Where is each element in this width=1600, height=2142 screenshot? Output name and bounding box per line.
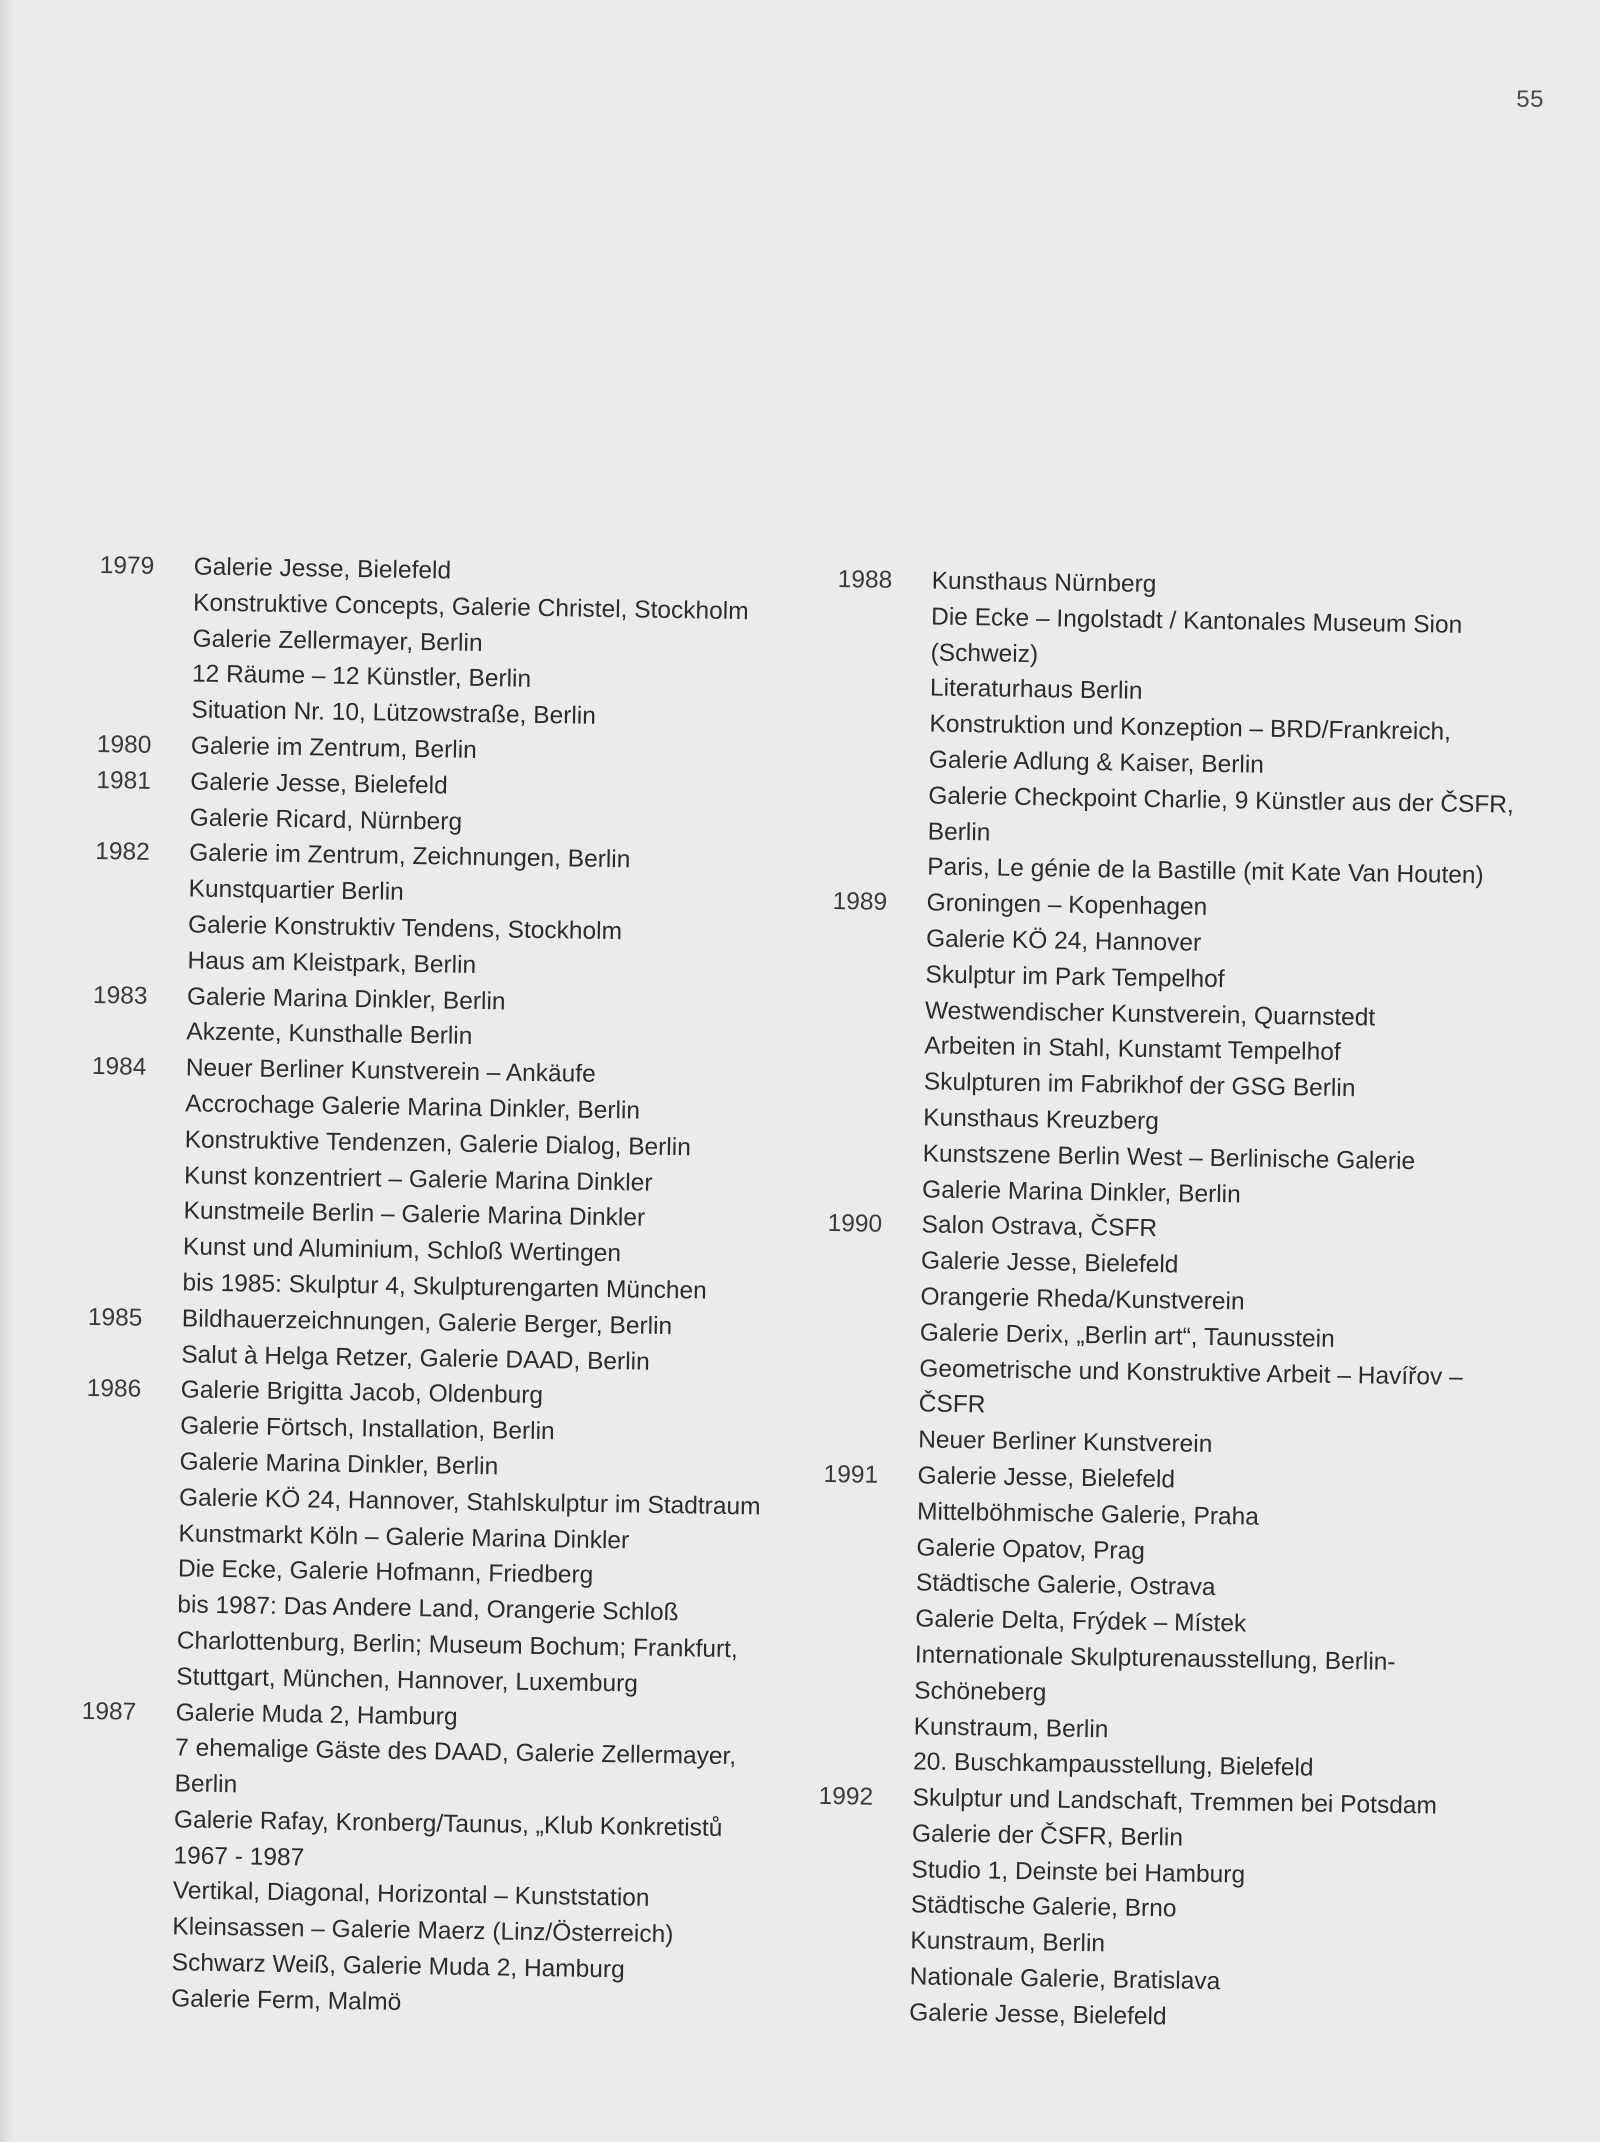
entries-list bbox=[191, 549, 800, 737]
year-label: 1991 bbox=[823, 1460, 879, 1489]
year-block bbox=[77, 1693, 782, 2026]
exhibition-entry: Kunstraum, Berlin bbox=[910, 1927, 1106, 1958]
entries-list bbox=[181, 1301, 788, 1382]
year-block bbox=[828, 884, 1533, 1217]
exhibition-entry: Charlottenburg, Berlin; Museum Bochum; Frankfurt, bbox=[176, 1627, 739, 1664]
exhibition-entry: Galerie Derix, „Berlin art“, Taunusstein bbox=[919, 1319, 1335, 1353]
entries-list bbox=[922, 886, 1533, 1218]
exhibition-entry: Schwarz Weiß, Galerie Muda 2, Hamburg bbox=[171, 1949, 625, 1984]
year-label: 1980 bbox=[96, 730, 152, 759]
exhibition-entry: Kleinsassen – Galerie Maerz (Linz/Österreich) bbox=[172, 1913, 674, 1949]
exhibition-entry: Galerie Jesse, Bielefeld bbox=[193, 553, 452, 585]
year-block bbox=[82, 1371, 787, 1704]
year-label: 1986 bbox=[86, 1375, 142, 1404]
exhibition-entry: 1967 - 1987 bbox=[173, 1842, 305, 1872]
exhibition-entry: Galerie Jesse, Bielefeld bbox=[190, 768, 448, 800]
exhibition-entry: Galerie Konstruktiv Tendens, Stockholm bbox=[187, 911, 623, 946]
exhibition-entry: Galerie Muda 2, Hamburg bbox=[175, 1698, 458, 1731]
exhibition-entry: Groningen – Kopenhagen bbox=[926, 889, 1208, 922]
year-label: 1981 bbox=[96, 766, 152, 795]
exhibition-entry: Galerie Delta, Frýdek – Místek bbox=[915, 1605, 1247, 1638]
exhibition-entry: Accrochage Galerie Marina Dinkler, Berlin bbox=[185, 1090, 641, 1125]
exhibition-entry: Galerie der ČSFR, Berlin bbox=[911, 1820, 1184, 1852]
exhibition-entry: Arbeiten in Stahl, Kunstamt Tempelhof bbox=[924, 1032, 1341, 1067]
exhibition-entry: Galerie Jesse, Bielefeld bbox=[917, 1462, 1176, 1494]
year-label: 1988 bbox=[837, 565, 893, 594]
year-label: 1990 bbox=[827, 1210, 883, 1239]
exhibition-entry: Konstruktion und Konzeption – BRD/Frankreich, bbox=[929, 710, 1452, 746]
year-block bbox=[815, 1779, 1519, 2041]
page-edge-shadow bbox=[0, 0, 14, 2142]
exhibition-entry: Galerie Zellermayer, Berlin bbox=[192, 625, 483, 657]
entries-list bbox=[182, 1051, 792, 1311]
year-label: 1984 bbox=[91, 1053, 147, 1081]
exhibition-entry: Kunst und Aluminium, Schloß Wertingen bbox=[182, 1233, 622, 1268]
year-block bbox=[824, 1206, 1528, 1468]
exhibition-entry: Galerie Opatov, Prag bbox=[916, 1533, 1146, 1565]
exhibition-entry: Kunstmeile Berlin – Galerie Marina Dinkler bbox=[183, 1197, 646, 1232]
exhibition-entry: 12 Räume – 12 Künstler, Berlin bbox=[191, 660, 532, 694]
exhibition-entry: Kunstmarkt Köln – Galerie Marina Dinkler bbox=[178, 1519, 630, 1554]
exhibition-entry: Mittelböhmische Galerie, Praha bbox=[916, 1498, 1260, 1531]
exhibition-entry: Galerie Adlung & Kaiser, Berlin bbox=[928, 746, 1265, 779]
exhibition-entry: Kunstquartier Berlin bbox=[188, 875, 405, 906]
exhibition-entry: Skulptur und Landschaft, Tremmen bei Potsdam bbox=[912, 1784, 1438, 1820]
year-block bbox=[92, 978, 793, 1061]
exhibition-entry: Die Ecke, Galerie Hofmann, Friedberg bbox=[177, 1555, 594, 1590]
exhibition-entry: Paris, Le génie de la Bastille (mit Kate Van Houten) bbox=[927, 853, 1484, 890]
year-block bbox=[96, 763, 797, 846]
exhibition-entry: Galerie Jesse, Bielefeld bbox=[920, 1247, 1179, 1279]
exhibition-entry: Kunstraum, Berlin bbox=[913, 1712, 1109, 1743]
exhibition-entry: Kunstszene Berlin West – Berlinische Galerie bbox=[922, 1140, 1416, 1175]
year-block bbox=[97, 548, 800, 738]
exhibition-entry: ČSFR bbox=[918, 1390, 986, 1419]
exhibition-entry: Situation Nr. 10, Lützowstraße, Berlin bbox=[191, 696, 597, 730]
entries-list bbox=[913, 1458, 1524, 1790]
exhibition-entry: Die Ecke – Ingolstadt / Kantonales Museum Sion bbox=[930, 603, 1463, 639]
exhibition-entry: Skulpturen im Fabrikhof der GSG Berlin bbox=[923, 1068, 1356, 1103]
exhibition-entry: Haus am Kleistpark, Berlin bbox=[187, 947, 477, 979]
exhibition-entry: Kunst konzentriert – Galerie Marina Dinkler bbox=[183, 1161, 653, 1197]
year-block bbox=[87, 1300, 788, 1383]
year-label: 1982 bbox=[95, 838, 150, 867]
entries-list bbox=[186, 979, 793, 1060]
entries-list bbox=[918, 1208, 1528, 1468]
exhibition-entry: Konstruktive Concepts, Galerie Christel, Stockholm bbox=[192, 589, 749, 625]
exhibition-entry: (Schweiz) bbox=[930, 639, 1039, 668]
year-block bbox=[833, 562, 1538, 895]
exhibition-entry: Galerie Förtsch, Installation, Berlin bbox=[180, 1412, 555, 1446]
exhibition-entry: Berlin bbox=[174, 1770, 238, 1799]
exhibition-list-left-column bbox=[77, 548, 800, 2026]
year-label: 1992 bbox=[818, 1782, 874, 1811]
exhibition-entry: Salon Ostrava, ČSFR bbox=[921, 1211, 1158, 1243]
entries-list bbox=[189, 764, 796, 845]
exhibition-entry: Konstruktive Tendenzen, Galerie Dialog, Berlin bbox=[184, 1126, 692, 1162]
exhibition-entry: Städtische Galerie, Ostrava bbox=[915, 1569, 1216, 1602]
exhibition-entry: Berlin bbox=[927, 818, 991, 847]
exhibition-entry: Bildhauerzeichnungen, Galerie Berger, Berlin bbox=[181, 1305, 673, 1340]
exhibition-entry: Vertikal, Diagonal, Horizontal – Kunststation bbox=[172, 1877, 650, 1913]
exhibition-entry: Geometrische und Konstruktive Arbeit – Havířov – bbox=[919, 1354, 1463, 1391]
exhibition-entry: Westwendischer Kunstverein, Quarnstedt bbox=[924, 996, 1376, 1032]
exhibition-entry: Literaturhaus Berlin bbox=[929, 674, 1143, 706]
exhibition-entry: Galerie Ferm, Malmö bbox=[171, 1985, 402, 2016]
exhibition-entry: Orangerie Rheda/Kunstverein bbox=[920, 1283, 1245, 1316]
year-block bbox=[88, 1049, 792, 1311]
exhibition-entry: Galerie Marina Dinkler, Berlin bbox=[921, 1175, 1241, 1208]
exhibition-entry: Galerie Ricard, Nürnberg bbox=[189, 804, 463, 836]
year-label: 1979 bbox=[99, 551, 155, 580]
exhibition-entry: Internationale Skulpturenausstellung, Berlin- bbox=[914, 1641, 1396, 1676]
exhibition-entry: Galerie Rafay, Kronberg/Taunus, „Klub Konkretistů bbox=[173, 1806, 723, 1842]
exhibition-entry: Kunsthaus Nürnberg bbox=[931, 567, 1157, 599]
exhibition-entry: Neuer Berliner Kunstverein – Ankäufe bbox=[185, 1054, 596, 1089]
year-label: 1983 bbox=[92, 981, 148, 1010]
entries-list bbox=[909, 1780, 1519, 2040]
exhibition-entry: Galerie im Zentrum, Zeichnungen, Berlin bbox=[189, 839, 631, 874]
exhibition-entry: Städtische Galerie, Brno bbox=[910, 1891, 1177, 1923]
exhibition-entry: Galerie im Zentrum, Berlin bbox=[190, 732, 478, 764]
exhibition-entry: Nationale Galerie, Bratislava bbox=[909, 1963, 1221, 1996]
entries-list bbox=[176, 1373, 787, 1705]
year-label: 1985 bbox=[87, 1303, 143, 1332]
exhibition-entry: Neuer Berliner Kunstverein bbox=[918, 1426, 1213, 1459]
exhibition-entry: Galerie KÖ 24, Hannover, Stahlskulptur im Stadtraum bbox=[178, 1484, 761, 1521]
entries-list bbox=[171, 1695, 782, 2027]
page-number: 55 bbox=[1516, 86, 1544, 113]
exhibition-entry: Kunsthaus Kreuzberg bbox=[923, 1104, 1160, 1136]
exhibition-entry: 20. Buschkampausstellung, Bielefeld bbox=[912, 1748, 1314, 1782]
exhibition-entry: Galerie Checkpoint Charlie, 9 Künstler aus der ČSFR, bbox=[928, 782, 1515, 819]
exhibition-entry: Galerie Brigitta Jacob, Oldenburg bbox=[180, 1376, 544, 1410]
exhibition-entry: Studio 1, Deinste bei Hamburg bbox=[911, 1856, 1246, 1889]
year-block bbox=[93, 834, 795, 988]
exhibition-entry: 7 ehemalige Gäste des DAAD, Galerie Zellermayer, bbox=[174, 1734, 737, 1771]
exhibition-entry: Galerie KÖ 24, Hannover bbox=[925, 925, 1202, 957]
exhibition-list-right-column bbox=[815, 562, 1538, 2040]
exhibition-entry: Skulptur im Park Tempelhof bbox=[925, 961, 1225, 993]
exhibition-entry: Galerie Jesse, Bielefeld bbox=[909, 1999, 1167, 2031]
exhibition-entry: Galerie Marina Dinkler, Berlin bbox=[179, 1448, 499, 1481]
exhibition-entry: Salut à Helga Retzer, Galerie DAAD, Berlin bbox=[181, 1340, 650, 1376]
year-block bbox=[819, 1457, 1524, 1790]
exhibition-entry: bis 1987: Das Andere Land, Orangerie Schloß bbox=[177, 1591, 679, 1627]
year-label: 1989 bbox=[832, 888, 888, 916]
entries-list bbox=[187, 836, 795, 989]
exhibition-entry: Akzente, Kunsthalle Berlin bbox=[186, 1018, 473, 1051]
exhibition-entry: bis 1985: Skulptur 4, Skulpturengarten München bbox=[182, 1269, 707, 1305]
entries-list bbox=[927, 563, 1538, 895]
exhibition-entry: Schöneberg bbox=[914, 1677, 1047, 1707]
exhibition-entry: Stuttgart, München, Hannover, Luxemburg bbox=[176, 1663, 639, 1698]
year-label: 1987 bbox=[81, 1697, 137, 1726]
exhibition-entry: Galerie Marina Dinkler, Berlin bbox=[186, 982, 506, 1015]
